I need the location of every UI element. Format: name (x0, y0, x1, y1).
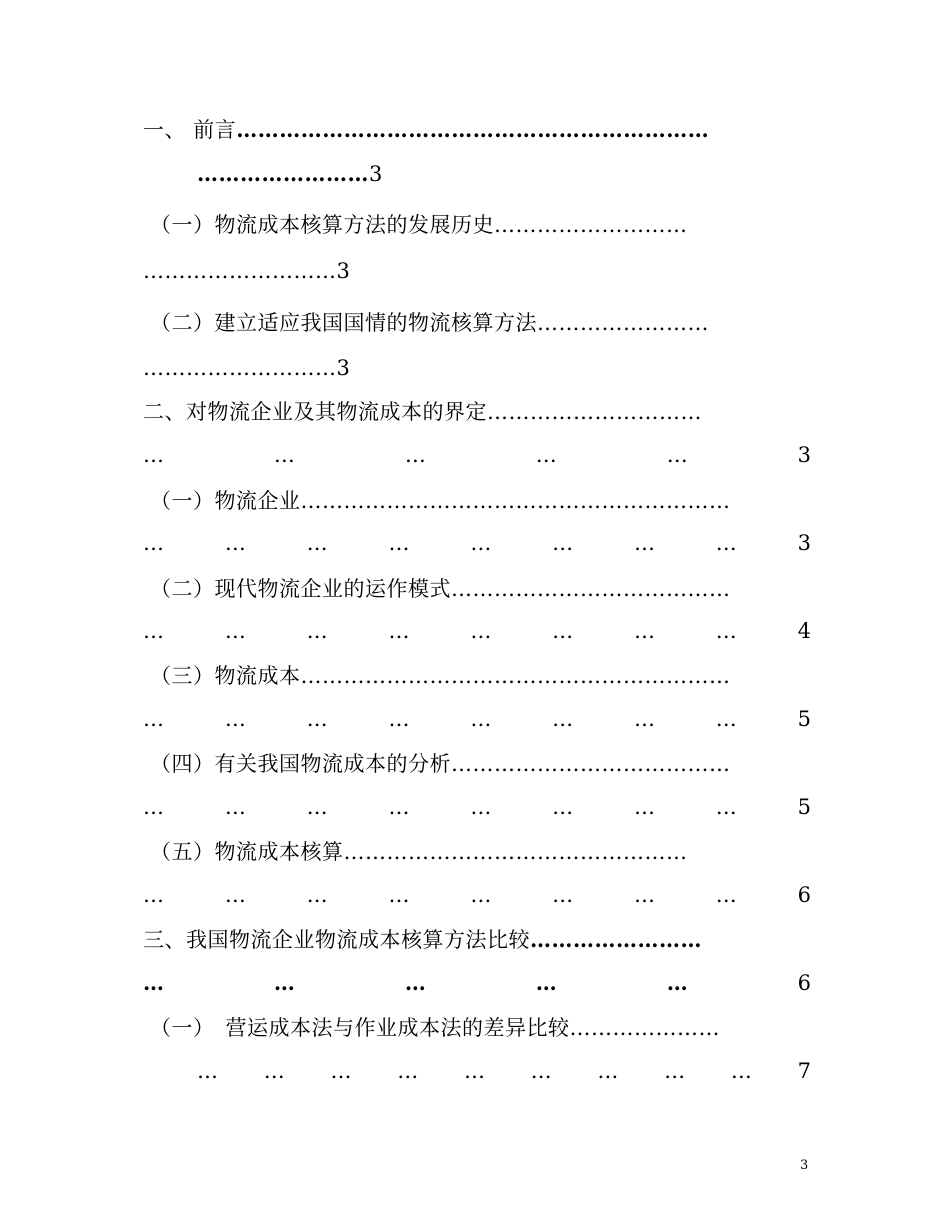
toc-leader-dots: … (388, 619, 410, 643)
toc-page-number: 3 (797, 531, 811, 555)
toc-entry-title: （一）物流成本核算方法的发展历史 (150, 213, 494, 237)
toc-leader-dots: ………………… (569, 1016, 720, 1040)
toc-leader-dots: … (143, 707, 164, 731)
toc-leader-dots: … (197, 1059, 218, 1083)
toc-leader-dots: … (224, 531, 246, 555)
toc-page-number: 6 (797, 883, 811, 907)
toc-entry-title: （三）物流成本 (150, 664, 301, 688)
toc-entry-history-cont (143, 257, 350, 285)
toc-leader-dots: … (388, 707, 410, 731)
toc-leader-dots: … (143, 443, 164, 467)
toc-entry-operation-mode-cont (143, 617, 811, 645)
toc-leader-dots: … (730, 1059, 752, 1083)
toc-leader-dots: … (530, 1059, 552, 1083)
toc-leader-dots: …………………… (537, 311, 709, 335)
toc-entry-preface (143, 116, 709, 144)
toc-entry-method-comparison-cont (143, 969, 811, 997)
toc-leader-dots: … (470, 883, 492, 907)
toc-entry-title: 一、 前言 (143, 118, 237, 142)
toc-leader-dots: … (306, 883, 328, 907)
toc-leader-dots: … (552, 619, 574, 643)
toc-leader-dots: … (143, 795, 164, 819)
toc-leader-dots: ………………………………… (451, 752, 731, 776)
toc-leader-dots: … (306, 795, 328, 819)
toc-page-number: 5 (797, 795, 811, 819)
toc-leader-dots: … (633, 883, 655, 907)
toc-leader-dots: …………………… (197, 161, 369, 186)
toc-leader-dots: … (552, 707, 574, 731)
toc-leader-dots: … (224, 619, 246, 643)
toc-leader-dots: … (273, 970, 295, 995)
toc-entry-cost-analysis-cont (143, 793, 811, 821)
toc-leader-dots: … (404, 443, 426, 467)
toc-entry-title: （五）物流成本核算 (150, 840, 344, 864)
toc-leader-dots: ………………………… (487, 400, 702, 424)
toc-leader-dots: … (273, 443, 295, 467)
toc-leader-dots: ………………………………… (451, 577, 731, 601)
toc-entry-history (150, 211, 688, 239)
toc-entry-title: 二、对物流企业及其物流成本的界定 (143, 400, 487, 424)
page-number-footer: 3 (800, 1158, 809, 1173)
toc-leader-dots: … (715, 883, 737, 907)
toc-page-number: 4 (797, 619, 811, 643)
toc-leader-dots: … (388, 795, 410, 819)
toc-page-number: 3 (336, 259, 351, 283)
toc-entry-logistics-enterprise (150, 487, 731, 515)
toc-leader-dots: … (633, 795, 655, 819)
toc-leader-dots: … (715, 619, 737, 643)
toc-leader-dots: … (470, 795, 492, 819)
toc-leader-dots: ……………………… (494, 213, 688, 237)
toc-leader-dots: … (552, 795, 574, 819)
toc-leader-dots: …………………………………………………… (300, 489, 731, 513)
toc-leader-dots: … (633, 619, 655, 643)
toc-leader-dots: … (330, 1059, 352, 1083)
toc-leader-dots: … (633, 531, 655, 555)
toc-entry-cost-method-diff-cont (197, 1057, 811, 1085)
toc-entry-title: （二）现代物流企业的运作模式 (150, 577, 451, 601)
toc-page-number: 3 (369, 162, 383, 186)
toc-leader-dots: … (552, 883, 574, 907)
toc-leader-dots: … (224, 883, 246, 907)
toc-leader-dots: …………………………………………………… (300, 664, 731, 688)
toc-leader-dots: … (535, 443, 557, 467)
toc-leader-dots: … (388, 883, 410, 907)
toc-leader-dots: … (263, 1059, 285, 1083)
toc-entry-preface-cont (197, 160, 383, 188)
toc-leader-dots: … (597, 1059, 619, 1083)
toc-leader-dots: … (388, 531, 410, 555)
toc-leader-dots: … (397, 1059, 419, 1083)
toc-leader-dots: ………………………………………… (343, 840, 688, 864)
toc-entry-title: （一） 营运成本法与作业成本法的差异比较 (150, 1016, 570, 1040)
toc-leader-dots: … (664, 1059, 686, 1083)
toc-leader-dots: … (470, 619, 492, 643)
toc-entry-logistics-enterprise-cont (143, 529, 811, 557)
toc-leader-dots: … (552, 531, 574, 555)
toc-leader-dots: … (143, 619, 164, 643)
toc-entry-title: 三、我国物流企业物流成本核算方法比较 (143, 928, 530, 952)
toc-leader-dots: … (306, 707, 328, 731)
toc-entry-cost-accounting-cont (143, 881, 811, 909)
toc-leader-dots: … (224, 795, 246, 819)
toc-leader-dots: …………………… (530, 927, 702, 952)
toc-leader-dots: … (470, 707, 492, 731)
toc-page-number: 5 (797, 707, 811, 731)
toc-leader-dots: … (666, 970, 688, 995)
toc-leader-dots: ……………………… (143, 356, 337, 380)
toc-entry-cost-method-diff (150, 1014, 720, 1042)
toc-entry-operation-mode (150, 575, 731, 603)
toc-entry-national-method (150, 309, 709, 337)
toc-leader-dots: … (306, 619, 328, 643)
toc-entry-definition-cont (143, 441, 811, 469)
toc-leader-dots: ………………………………………………………… (236, 117, 710, 142)
toc-leader-dots: … (666, 443, 688, 467)
toc-leader-dots: … (143, 531, 164, 555)
toc-entry-logistics-cost-cont (143, 705, 811, 733)
toc-entry-title: （四）有关我国物流成本的分析 (150, 752, 451, 776)
toc-leader-dots: … (715, 795, 737, 819)
toc-entry-title: （一）物流企业 (150, 489, 301, 513)
toc-entry-national-method-cont (143, 354, 350, 382)
toc-leader-dots: … (535, 970, 557, 995)
toc-leader-dots: … (306, 531, 328, 555)
toc-page-number: 3 (336, 356, 351, 380)
toc-page-number: 7 (797, 1059, 811, 1083)
toc-entry-cost-accounting (150, 838, 688, 866)
toc-leader-dots: … (143, 883, 164, 907)
toc-page-number: 3 (797, 443, 811, 467)
toc-entry-method-comparison (143, 926, 702, 954)
toc-leader-dots: … (143, 970, 164, 995)
toc-entry-definition (143, 398, 702, 426)
toc-entry-cost-analysis (150, 750, 731, 778)
toc-leader-dots: … (463, 1059, 485, 1083)
toc-leader-dots: … (715, 707, 737, 731)
toc-leader-dots: … (224, 707, 246, 731)
toc-leader-dots: ……………………… (143, 259, 337, 283)
toc-entry-title: （二）建立适应我国国情的物流核算方法 (150, 311, 537, 335)
toc-leader-dots: … (715, 531, 737, 555)
toc-leader-dots: … (470, 531, 492, 555)
toc-leader-dots: … (404, 970, 426, 995)
toc-entry-logistics-cost (150, 662, 731, 690)
toc-page-number: 6 (797, 971, 811, 995)
toc-leader-dots: … (633, 707, 655, 731)
